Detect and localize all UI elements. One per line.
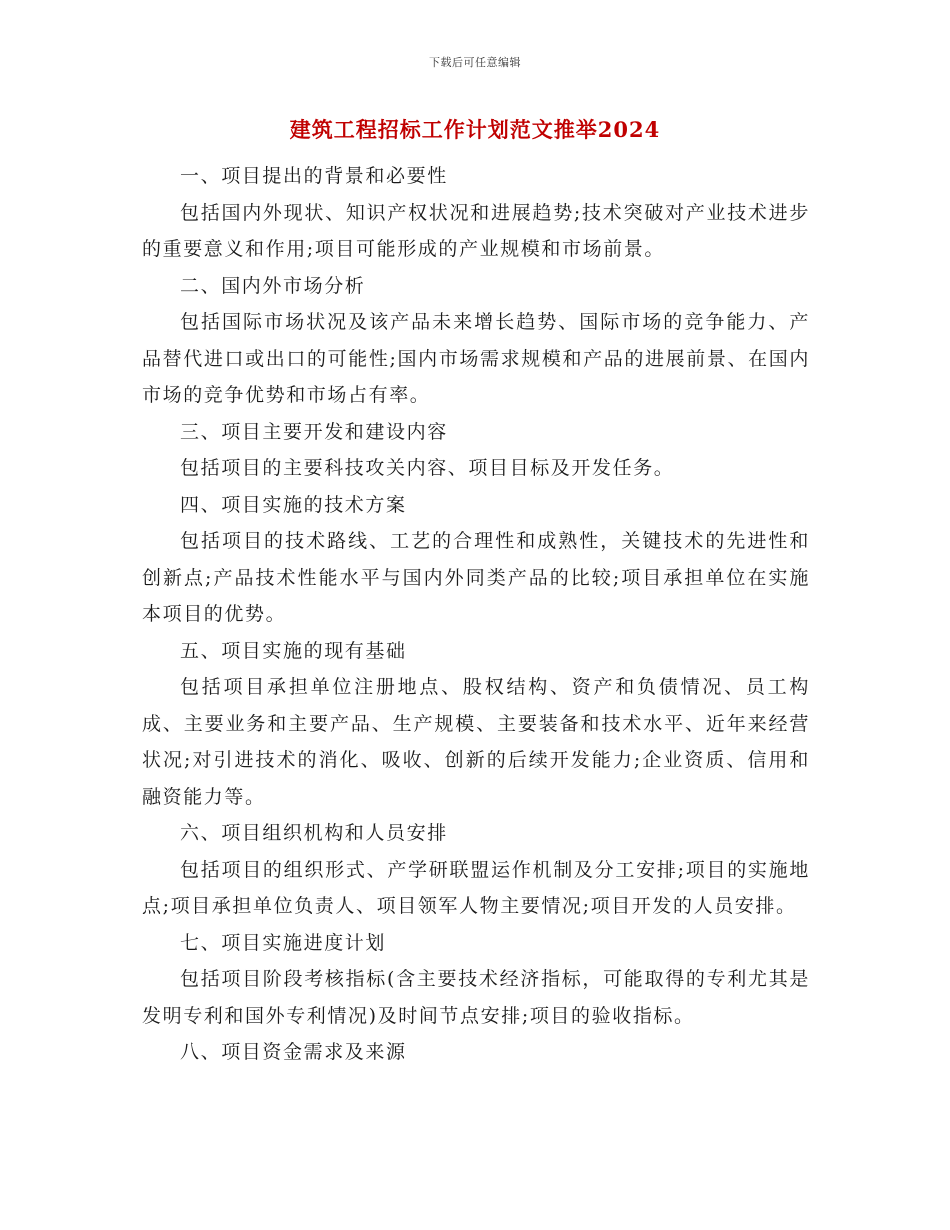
section-heading-8: 八、项目资金需求及来源 (180, 1041, 407, 1063)
section-heading-5: 五、项目实施的现有基础 (180, 639, 407, 662)
section-paragraph-6: 包括项目的组织形式、产学研联盟运作机制及分工安排;项目的实施地点;项目承担单位负责人、项目领军人物主要情况;项目开发的人员安排。 (142, 858, 810, 917)
section-paragraph-4: 包括项目的技术路线、工艺的合理性和成熟性，关键技术的先进性和创新点;产品技术性能水平与国内外同类产品的比较;项目承担单位在实施本项目的优势。 (142, 530, 810, 625)
section-paragraph-3: 包括项目的主要科技攻关内容、项目目标及开发任务。 (180, 457, 675, 479)
section-heading-3: 三、项目主要开发和建设内容 (180, 420, 448, 443)
section-heading-6: 六、项目组织机构和人员安排 (180, 822, 448, 844)
section-paragraph-1: 包括国内外现状、知识产权状况和进展趋势;技术突破对产业技术进步的重要意义和作用;项目可能形成的产业规模和市场前景。 (142, 201, 810, 260)
section-paragraph-7: 包括项目阶段考核指标(含主要技术经济指标，可能取得的专利尤其是发明专利和国外专利情况)及时间节点安排;项目的验收指标。 (142, 968, 810, 1027)
section-heading-1: 一、项目提出的背景和必要性 (180, 165, 448, 187)
section-paragraph-2: 包括国际市场状况及该产品未来增长趋势、国际市场的竞争能力、产品替代进口或出口的可能性;国内市场需求规模和产品的进展前景、在国内市场的竞争优势和市场占有率。 (142, 311, 810, 406)
section-heading-7: 七、项目实施进度计划 (180, 931, 387, 954)
section-heading-4: 四、项目实施的技术方案 (180, 493, 407, 516)
section-heading-2: 二、国内外市场分析 (180, 274, 366, 297)
document-title: 建筑工程招标工作计划范文推举2024 (289, 117, 661, 142)
page-header: 下载后可任意编辑 (429, 56, 521, 69)
section-paragraph-5: 包括项目承担单位注册地点、股权结构、资产和负债情况、员工构成、主要业务和主要产品、生产规模、主要装备和技术水平、近年来经营状况;对引进技术的消化、吸收、创新的后续开发能力;企业资质、信用和融资能力等。 (142, 676, 810, 808)
document-body (142, 158, 810, 1071)
